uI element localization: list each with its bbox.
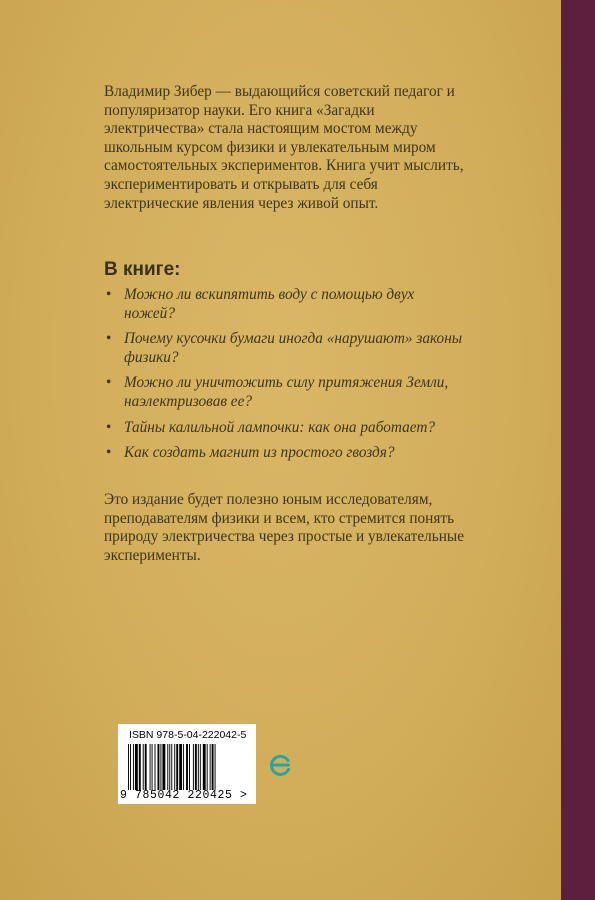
barcode-bar — [193, 744, 194, 790]
barcode-bar — [143, 744, 144, 790]
barcode-bar — [210, 744, 211, 790]
barcode-digits: 9 785042 220425 > — [120, 789, 248, 802]
barcode-bar — [203, 744, 206, 790]
barcode-bar — [155, 744, 156, 790]
barcode-bar — [171, 744, 172, 790]
list-item-text: Почему кусочки бумаги иногда «нарушают» законы физики? — [124, 330, 463, 366]
bullet-icon: • — [106, 444, 112, 462]
barcode-bar — [162, 744, 165, 790]
barcode-bar — [145, 744, 147, 790]
isbn-barcode — [118, 724, 256, 804]
barcode-bar — [207, 744, 208, 790]
barcode-bar — [176, 744, 178, 790]
contents-heading: В книге: — [104, 259, 181, 280]
barcode-bar — [174, 744, 175, 790]
outro-paragraph: Это издание будет полезно юным исследователям, преподавателям физики и всем, кто стремится понять природу электричества через простые и увлекательные эксперименты. — [104, 491, 464, 564]
bullet-icon: • — [106, 418, 112, 436]
contents-list — [104, 286, 464, 470]
barcode-bars — [128, 744, 246, 790]
bullet-icon: • — [106, 374, 112, 392]
list-item — [104, 374, 464, 411]
barcode-bar — [195, 744, 197, 790]
intro-paragraph: Владимир Зибер — выдающийся советский педагог и популяризатор науки. Его книга «Загадки электричества» стала настоящим мостом между школьным курсом физики и увлекательным миром самостоятельных экспериментов. Книга учит мыслить, экспериментировать и открывать для себя электрические явления через живой опыт. — [104, 83, 464, 212]
barcode-bar — [152, 744, 153, 790]
barcode-bar — [198, 744, 199, 790]
barcode-bar — [128, 744, 129, 790]
publisher-e-logo-icon — [268, 752, 294, 778]
barcode-bar — [212, 744, 214, 790]
list-item-text: Как создать магнит из простого гвоздя? — [124, 444, 395, 462]
barcode-bar — [183, 744, 184, 790]
barcode-bar — [130, 744, 131, 790]
barcode-bar — [179, 744, 182, 790]
barcode-bar — [133, 744, 134, 790]
bullet-icon: • — [106, 286, 112, 303]
barcode-bar — [139, 744, 141, 790]
barcode-bar — [167, 744, 168, 790]
list-item — [104, 419, 464, 438]
list-item-text: Тайны калильной лампочки: как она работает? — [124, 418, 436, 436]
barcode-bar — [135, 744, 138, 790]
barcode-bar — [169, 744, 170, 790]
isbn-label: ISBN 978-5-04-222042-5 — [129, 729, 247, 741]
barcode-bar — [158, 744, 160, 790]
list-item-text: Можно ли вскипятить воду с помощью двух ножей? — [124, 286, 415, 322]
barcode-bar — [189, 744, 190, 790]
barcode-bar — [150, 744, 151, 790]
list-item — [104, 330, 464, 367]
barcode-bar — [200, 744, 201, 790]
bullet-icon: • — [106, 330, 112, 348]
list-item-text: Можно ли уничтожить силу притяжения Земли, наэлектризовав ее? — [124, 374, 449, 410]
spine-strip — [561, 0, 595, 900]
list-item — [104, 444, 464, 463]
list-item — [104, 286, 464, 323]
barcode-bar — [215, 744, 216, 790]
barcode-bar — [160, 744, 161, 790]
barcode-bar — [186, 744, 188, 790]
